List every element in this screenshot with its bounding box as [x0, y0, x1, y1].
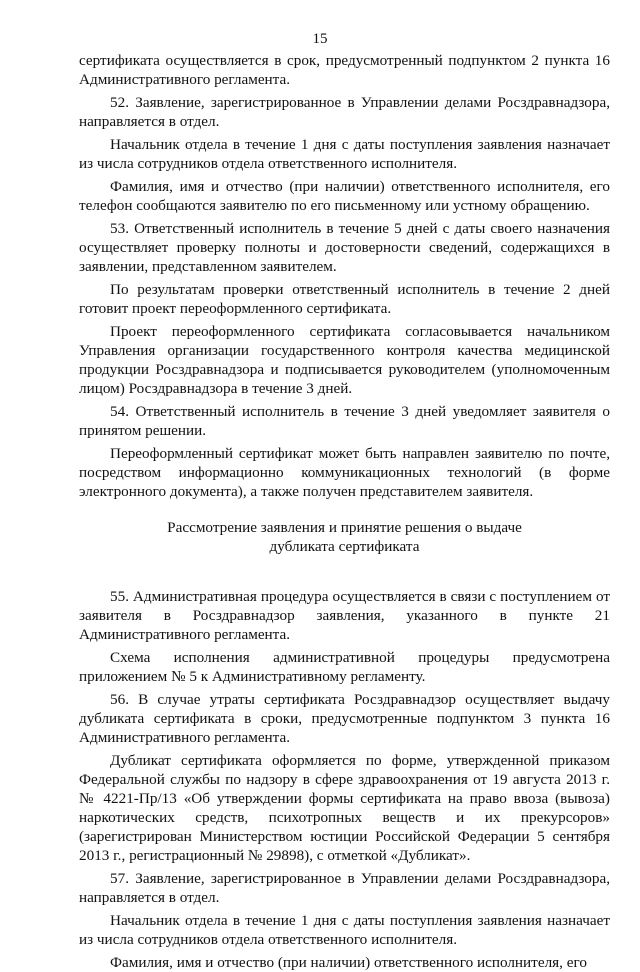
paragraph-55: 55. Административная процедура осуществляется в связи с поступлением от заявителя в Росздравнадзор заявления, указанного в пункте 21 Административного регламента. — [79, 588, 610, 643]
paragraph: Схема исполнения административной процедуры предусмотрена приложением № 5 к Административному регламенту. — [79, 649, 610, 685]
paragraph: сертификата осуществляется в срок, предусмотренный подпунктом 2 пункта 16 Административного регламента. — [79, 52, 610, 88]
paragraph: Начальник отдела в течение 1 дня с даты поступления заявления назначает из числа сотрудников отдела ответственного исполнителя. — [79, 912, 610, 948]
document-body — [79, 51, 610, 972]
paragraph: Фамилия, имя и отчество (при наличии) ответственного исполнителя, его телефон сообщаются заявителю по его письменному или устному обращению. — [79, 178, 610, 214]
paragraph: Дубликат сертификата оформляется по форме, утвержденной приказом Федеральной службы по надзору в сфере здравоохранения от 19 августа 2013 г. № 4221-Пр/13 «Об утверждении формы сертификата на право ввоза (вывоза) наркотических средств, психотропных веществ и их прекурсоров» (зарегистрирован Министерством юстиции Российской Федерации 5 сентября 2013 г., регистрационный № 29898), с отметкой «Дубликат». — [79, 752, 610, 864]
paragraph-57: 57. Заявление, зарегистрированное в Управлении делами Росздравнадзора, направляется в отдел. — [79, 870, 610, 906]
paragraph: Переоформленный сертификат может быть направлен заявителю по почте, посредством информационно коммуникационных технологий (в форме электронного документа), а также получен представителем заявителя. — [79, 445, 610, 500]
paragraph: Фамилия, имя и отчество (при наличии) ответственного исполнителя, его — [110, 954, 587, 971]
paragraph-54: 54. Ответственный исполнитель в течение 3 дней уведомляет заявителя о принятом решении. — [79, 403, 610, 439]
section-heading-line: дубликата сертификата — [269, 538, 420, 555]
section-heading-line: Рассмотрение заявления и принятие решения о выдаче — [167, 519, 522, 536]
page-number: 15 — [312, 31, 328, 47]
paragraph: Начальник отдела в течение 1 дня с даты поступления заявления назначает из числа сотрудников отдела ответственного исполнителя. — [79, 136, 610, 172]
paragraph: По результатам проверки ответственный исполнитель в течение 2 дней готовит проект переоформленного сертификата. — [79, 281, 610, 317]
section-heading — [79, 518, 610, 556]
paragraph-53: 53. Ответственный исполнитель в течение 5 дней с даты своего назначения осуществляет проверку полноты и достоверности сведений, содержащихся в заявлении, представленном заявителем. — [79, 220, 610, 275]
paragraph: Проект переоформленного сертификата согласовывается начальником Управления организации государственного контроля качества медицинской продукции Росздравнадзора и подписывается руководителем (уполномоченным лицом) Росздравнадзора в течение 3 дней. — [79, 323, 610, 397]
paragraph-56: 56. В случае утраты сертификата Росздравнадзор осуществляет выдачу дубликата сертификата в сроки, предусмотренные подпунктом 3 пункта 16 Административного регламента. — [79, 691, 610, 746]
paragraph-52: 52. Заявление, зарегистрированное в Управлении делами Росздравнадзора, направляется в отдел. — [79, 94, 610, 130]
